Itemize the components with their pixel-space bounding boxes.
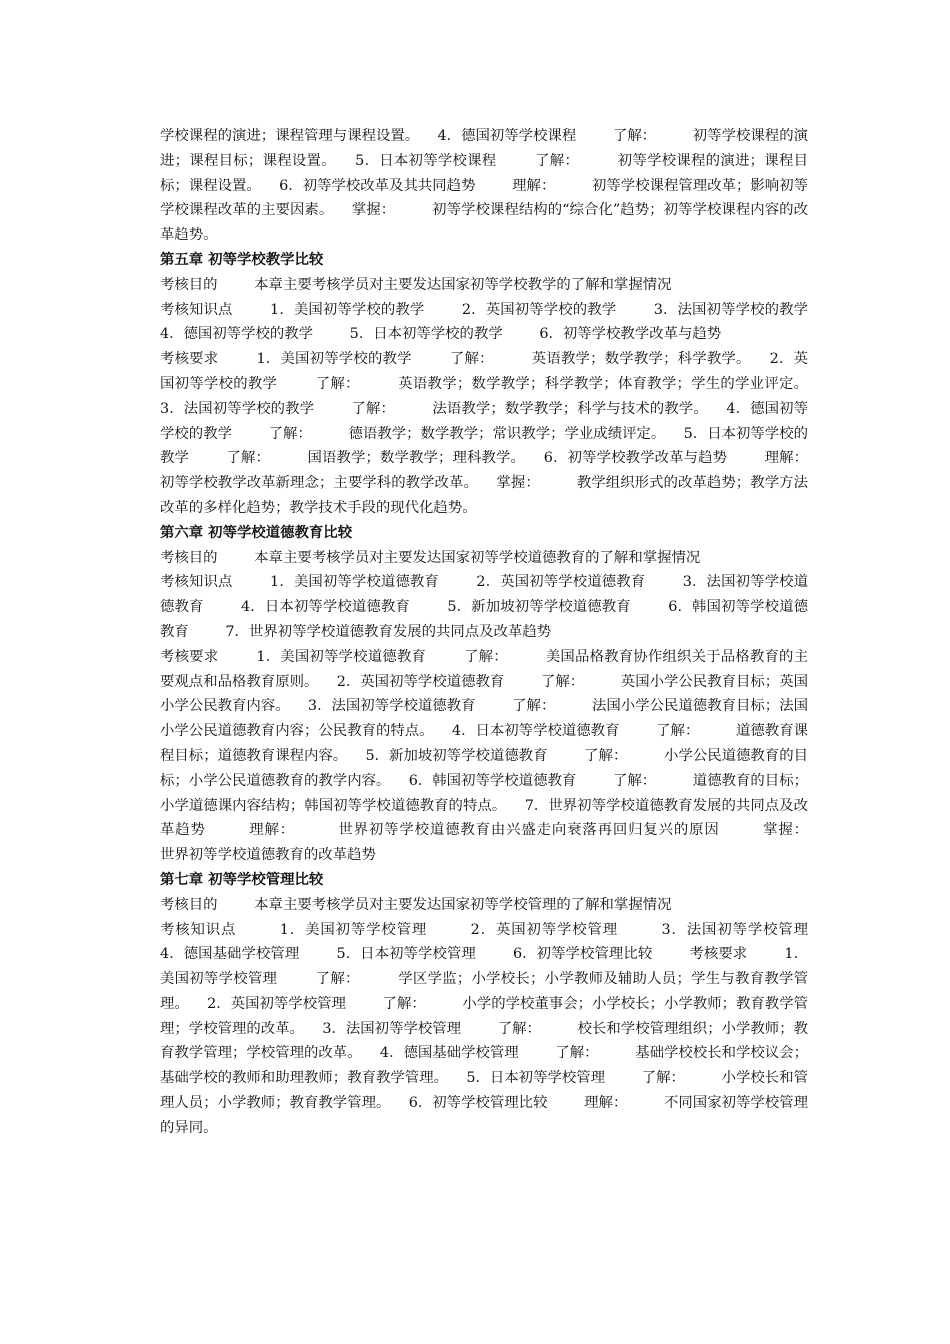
intro-paragraph: 学校课程的演进；课程管理与课程设置。 4．德国初等学校课程 了解： 初等学校课程的演进；课程目标；课程设置。 5．日本初等学校课程 了解： 初等学校课程的演进；课程目标；课程设置。 6．初等学校改革及其共同趋势 理解： 初等学校课程管理改革；影响初等学校课程改革的主要因素。 掌握： 初等学校课程结构的“综合化”趋势；初等学校课程内容的改革趋势。 [160,128,808,244]
chapter5-objective: 考核目的 本章主要考核学员对主要发达国家初等学校教学的了解和掌握情况 [160,276,672,293]
document-page [160,124,845,1141]
chapter7-title: 第七章 初等学校管理比较 [160,871,324,888]
chapter6-requirements: 考核要求 1．美国初等学校道德教育 了解： 美国品格教育协作组织关于品格教育的主要观点和品格教育原则。 2．英国初等学校道德教育 了解： 英国小学公民教育目标；英国小学公民教育内容。 3．法国初等学校道德教育 了解： 法国小学公民道德教育目标；法国小学公民道德教育内容；公民教育的特点。 4．日本初等学校道德教育 了解： 道德教育课程目标；道德教育课程内容。 5．新加坡初等学校道德教育 了解： 小学公民道德教育的目标；小学公民道德教育的教学内容。 6．韩国初等学校道德教育 了解： 道德教育的目标；小学道德课内容结构；韩国初等学校道德教育的特点。 7．世界初等学校道德教育发展的共同点及改革趋势 理解： 世界初等学校道德教育由兴盛走向衰落再回归复兴的原因 掌握： 世界初等学校道德教育的改革趋势 [160,648,845,864]
chapter7-knowledge-and-requirements: 考核知识点 1．美国初等学校管理 2．英国初等学校管理 3．法国初等学校管理 4．德国基础学校管理 5．日本初等学校管理 6．初等学校管理比较 考核要求 1．美国初等学校管理 了解： 学区学监；小学校长；小学教师及辅助人员；学生与教育教学管理。 2．英国初等学校管理 了解： 小学的学校董事会；小学校长；小学教师；教育教学管理；学校管理的改革。 3．法国初等学校管理 了解： 校长和学校管理组织；小学教师；教育教学管理；学校管理的改革。 4．德国基础学校管理 了解： 基础学校校长和学校议会；基础学校的教师和助理教师；教育教学管理。 5．日本初等学校管理 了解： 小学校长和管理人员；小学教师；教育教学管理。 6．初等学校管理比较 理解： 不同国家初等学校管理的异同。 [160,921,845,1136]
chapter7-objective: 考核目的 本章主要考核学员对主要发达国家初等学校管理的了解和掌握情况 [160,896,672,913]
chapter5-knowledge-points: 考核知识点 1．美国初等学校的教学 2．英国初等学校的教学 3．法国初等学校的教学 4．德国初等学校的教学 5．日本初等学校的教学 6．初等学校教学改革与趋势 [160,301,845,343]
chapter6-knowledge-points: 考核知识点 1．美国初等学校道德教育 2．英国初等学校道德教育 3．法国初等学校道德教育 4．日本初等学校道德教育 5．新加坡初等学校道德教育 6．韩国初等学校道德教育 7．世界初等学校道德教育发展的共同点及改革趋势 [160,574,808,640]
chapter5-title: 第五章 初等学校教学比较 [160,251,324,268]
chapter5-requirements: 考核要求 1．美国初等学校的教学 了解： 英语教学；数学教学；科学教学。 2．英国初等学校的教学 了解： 英语教学；数学教学；科学教学；体育教学；学生的学业评定。 3．法国初等学校的教学 了解： 法语教学；数学教学；科学与技术的教学。 4．德国初等学校的教学 了解： 德语教学；数学教学；常识教学；学业成绩评定。 5．日本初等学校的教学 了解： 国语教学；数学教学；理科教学。 6．初等学校教学改革与趋势 理解： 初等学校教学改革新理念；主要学科的教学改革。 掌握： 教学组织形式的改革趋势；教学方法改革的多样化趋势；教学技术手段的现代化趋势。 [160,351,845,516]
chapter6-objective: 考核目的 本章主要考核学员对主要发达国家初等学校道德教育的了解和掌握情况 [160,549,701,566]
chapter6-title: 第六章 初等学校道德教育比较 [160,524,353,541]
